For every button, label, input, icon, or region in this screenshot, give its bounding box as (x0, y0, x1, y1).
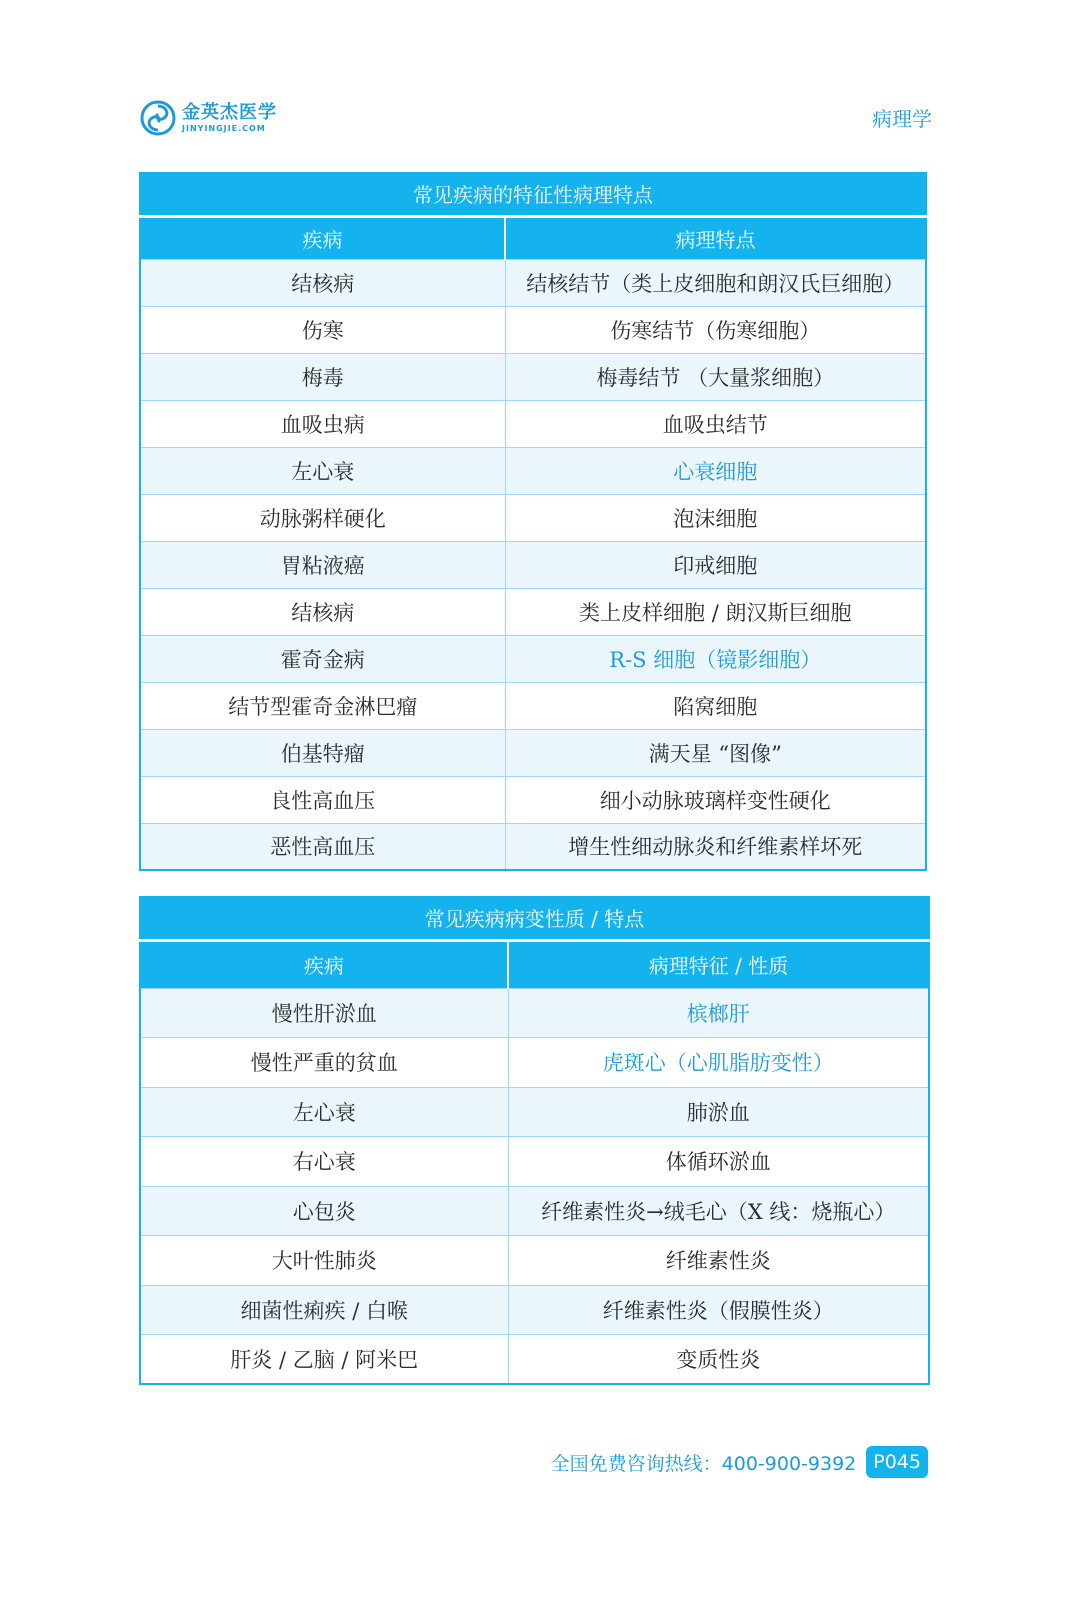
disease-cell: 慢性严重的贫血 (140, 1038, 508, 1088)
table-row (140, 1186, 929, 1236)
feature-cell: 梅毒结节 （大量浆细胞） (505, 353, 926, 400)
disease-cell: 胃粘液癌 (140, 541, 505, 588)
feature-cell: R-S 细胞（镜影细胞） (505, 635, 926, 682)
table-row (140, 259, 926, 306)
logo-name: 金英杰医学 (182, 101, 277, 123)
feature-cell: 纤维素性炎（假膜性炎） (508, 1285, 929, 1335)
disease-cell: 血吸虫病 (140, 400, 505, 447)
logo-swirl-icon (140, 100, 176, 136)
table-row (140, 1087, 929, 1137)
feature-cell: 槟榔肝 (508, 988, 929, 1038)
table-row (140, 1137, 929, 1187)
logo (140, 100, 277, 136)
feature-cell: 纤维素性炎 (508, 1236, 929, 1286)
table-row (140, 447, 926, 494)
feature-cell: 结核结节（类上皮细胞和朗汉氏巨细胞） (505, 259, 926, 306)
disease-cell: 细菌性痢疾 / 白喉 (140, 1285, 508, 1335)
feature-cell: 泡沫细胞 (505, 494, 926, 541)
subject-title: 病理学 (872, 107, 932, 131)
disease-cell: 结核病 (140, 259, 505, 306)
hotline-text: 全国免费咨询热线：400-900-9392 (550, 1452, 857, 1475)
pathology-features-table (139, 172, 927, 871)
table-row (140, 541, 926, 588)
disease-cell: 霍奇金病 (140, 635, 505, 682)
disease-cell: 右心衰 (140, 1137, 508, 1187)
table-row (140, 1236, 929, 1286)
lesion-nature-table (139, 896, 930, 1385)
logo-domain: JINYINGJIE.COM (182, 123, 266, 133)
disease-cell: 恶性高血压 (140, 823, 505, 870)
feature-cell: 纤维素性炎→绒毛心（X 线：烧瓶心） (508, 1186, 929, 1236)
disease-cell: 左心衰 (140, 1087, 508, 1137)
table-row (140, 635, 926, 682)
feature-cell: 类上皮样细胞 / 朗汉斯巨细胞 (505, 588, 926, 635)
table-row (140, 823, 926, 870)
feature-cell: 细小动脉玻璃样变性硬化 (505, 776, 926, 823)
feature-cell: 虎斑心（心肌脂肪变性） (508, 1038, 929, 1088)
table-row (140, 494, 926, 541)
table-title: 常见疾病病变性质 / 特点 (140, 896, 929, 940)
table-row (140, 776, 926, 823)
table-row (140, 1038, 929, 1088)
feature-cell: 陷窝细胞 (505, 682, 926, 729)
disease-cell: 伯基特瘤 (140, 729, 505, 776)
table-row (140, 682, 926, 729)
feature-cell: 伤寒结节（伤寒细胞） (505, 306, 926, 353)
disease-cell: 伤寒 (140, 306, 505, 353)
disease-cell: 动脉粥样硬化 (140, 494, 505, 541)
feature-cell: 满天星 “图像” (505, 729, 926, 776)
feature-cell: 肺淤血 (508, 1087, 929, 1137)
table-title: 常见疾病的特征性病理特点 (140, 172, 926, 216)
disease-cell: 良性高血压 (140, 776, 505, 823)
table-row (140, 1285, 929, 1335)
table-row (140, 353, 926, 400)
logo-text (182, 101, 277, 133)
column-header-disease: 疾病 (140, 216, 505, 259)
page-number-badge: P045 (866, 1446, 928, 1478)
feature-cell: 心衰细胞 (505, 447, 926, 494)
table-row (140, 400, 926, 447)
disease-cell: 慢性肝淤血 (140, 988, 508, 1038)
table-row (140, 588, 926, 635)
feature-cell: 血吸虫结节 (505, 400, 926, 447)
disease-cell: 大叶性肺炎 (140, 1236, 508, 1286)
disease-cell: 肝炎 / 乙脑 / 阿米巴 (140, 1335, 508, 1385)
table-row (140, 729, 926, 776)
feature-cell: 体循环淤血 (508, 1137, 929, 1187)
column-header-feature: 病理特征 / 性质 (508, 940, 929, 988)
table-row (140, 1335, 929, 1385)
disease-cell: 梅毒 (140, 353, 505, 400)
footer (551, 1446, 928, 1478)
disease-cell: 心包炎 (140, 1186, 508, 1236)
feature-cell: 印戒细胞 (505, 541, 926, 588)
disease-cell: 结节型霍奇金淋巴瘤 (140, 682, 505, 729)
disease-cell: 左心衰 (140, 447, 505, 494)
feature-cell: 增生性细动脉炎和纤维素样坏死 (505, 823, 926, 870)
feature-cell: 变质性炎 (508, 1335, 929, 1385)
column-header-disease: 疾病 (140, 940, 508, 988)
column-header-feature: 病理特点 (505, 216, 926, 259)
disease-cell: 结核病 (140, 588, 505, 635)
table-row (140, 306, 926, 353)
table-row (140, 988, 929, 1038)
